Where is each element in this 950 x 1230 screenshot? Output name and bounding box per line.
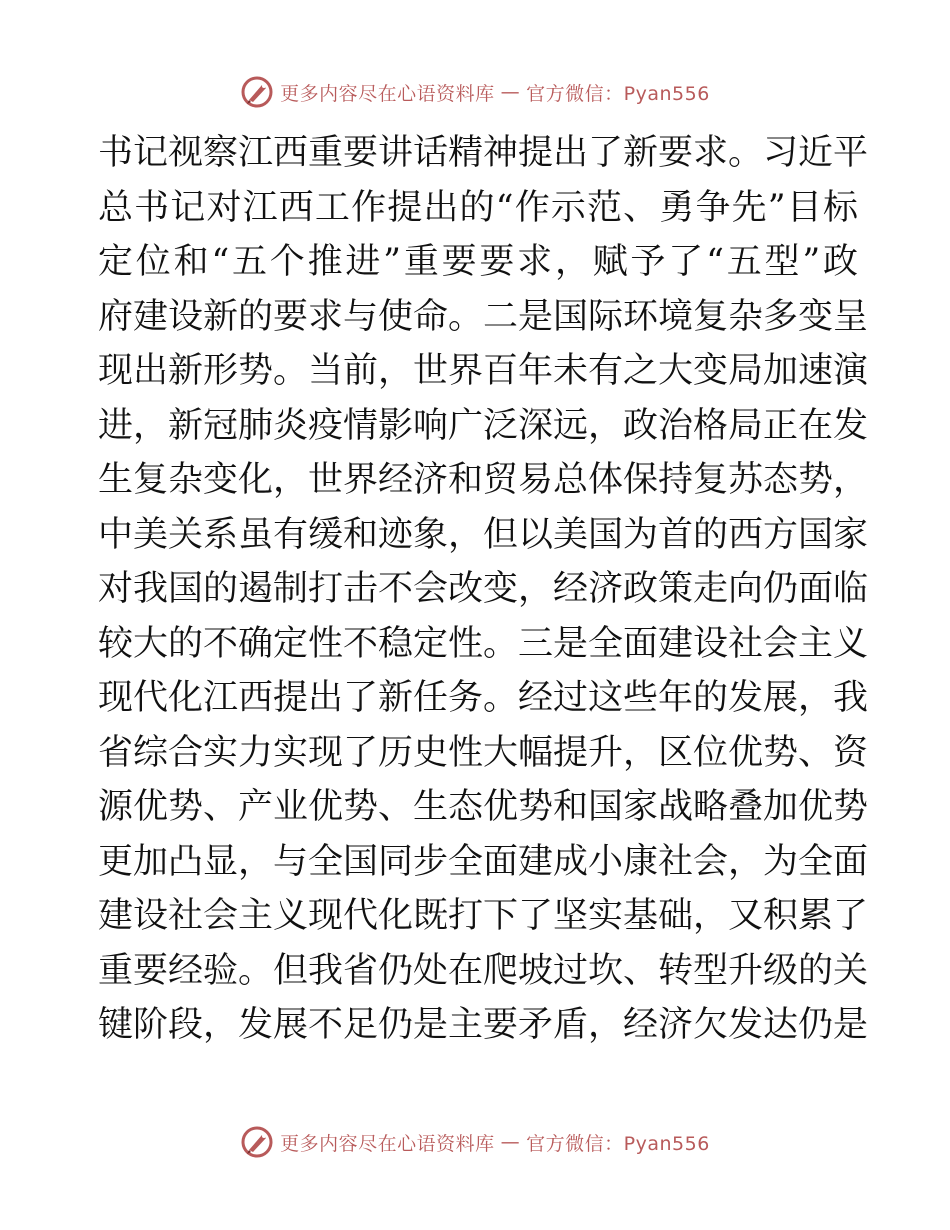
watermark-wechat-text: 官方微信：Pyan556 bbox=[526, 82, 710, 105]
header-watermark bbox=[0, 72, 950, 112]
paragraph-line: 源优势、产业优势、生态优势和国家战略叠加优势 bbox=[98, 787, 869, 827]
document-paragraph bbox=[98, 126, 869, 1053]
paragraph-line: 现出新形势。当前，世界百年未有之大变局加速演 bbox=[98, 351, 869, 391]
footer-watermark bbox=[0, 1122, 950, 1162]
pen-logo-icon bbox=[240, 1125, 274, 1159]
paragraph-line: 更加凸显，与全国同步全面建成小康社会，为全面 bbox=[98, 841, 869, 882]
watermark-separator: — bbox=[500, 1131, 521, 1153]
paragraph-line: 生复杂变化，世界经济和贸易总体保持复苏态势， bbox=[98, 460, 869, 500]
paragraph-line: 较大的不确定性不稳定性。三是全面建设社会主义 bbox=[98, 623, 869, 664]
watermark-wechat-text: 官方微信：Pyan556 bbox=[526, 1132, 710, 1155]
watermark-site-text: 更多内容尽在心语资料库 bbox=[280, 82, 495, 105]
paragraph-line: 省综合实力实现了历史性大幅提升，区位优势、资 bbox=[98, 732, 869, 773]
paragraph-line: 重要经验。但我省仍处在爬坡过坎、转型升级的关 bbox=[98, 950, 869, 991]
paragraph-line: 定位和“五个推进”重要要求，赋予了“五型”政 bbox=[98, 242, 858, 282]
paragraph-line: 书记视察江西重要讲话精神提出了新要求。习近平 bbox=[98, 133, 869, 173]
paragraph-line: 进，新冠肺炎疫情影响广泛深远，政治格局正在发 bbox=[98, 405, 869, 446]
paragraph-line: 总书记对江西工作提出的“作示范、勇争先”目标 bbox=[98, 187, 858, 228]
watermark-site-text: 更多内容尽在心语资料库 bbox=[280, 1132, 495, 1155]
pen-logo-icon bbox=[240, 75, 274, 109]
paragraph-line: 现代化江西提出了新任务。经过这些年的发展，我 bbox=[98, 678, 869, 718]
paragraph-line: 对我国的遏制打击不会改变，经济政策走向仍面临 bbox=[98, 569, 869, 609]
paragraph-line: 府建设新的要求与使命。二是国际环境复杂多变呈 bbox=[98, 296, 869, 337]
watermark-separator: — bbox=[500, 81, 521, 103]
paragraph-line: 建设社会主义现代化既打下了坚实基础，又积累了 bbox=[98, 896, 869, 936]
paragraph-line: 中美关系虽有缓和迹象，但以美国为首的西方国家 bbox=[98, 514, 869, 555]
paragraph-line: 键阶段，发展不足仍是主要矛盾，经济欠发达仍是 bbox=[98, 1005, 869, 1045]
